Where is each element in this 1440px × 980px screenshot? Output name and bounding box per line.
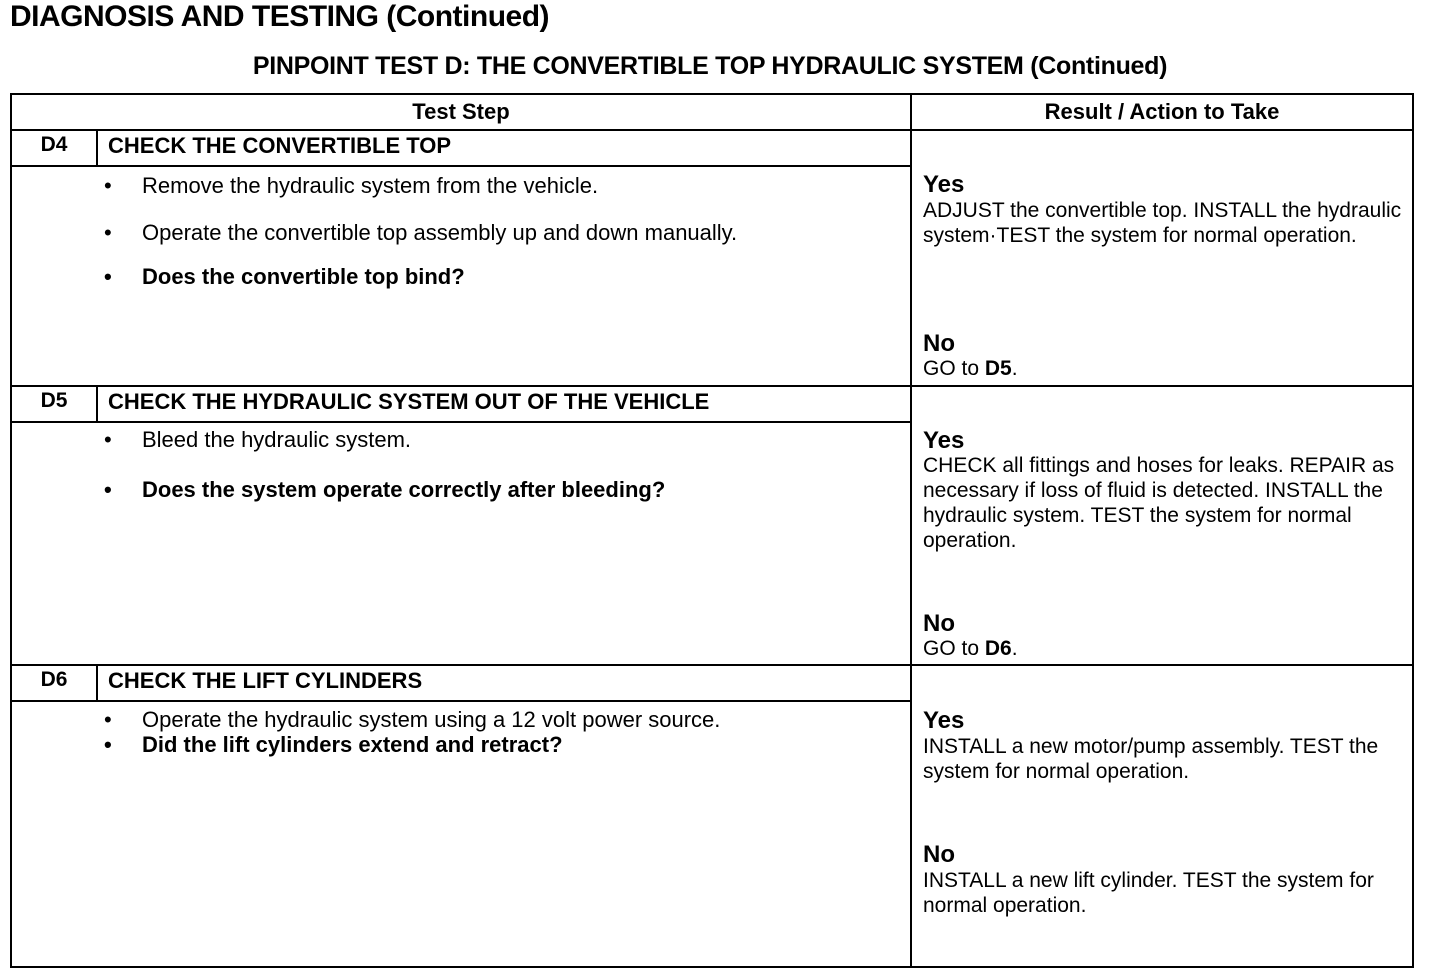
step-heading: CHECK THE CONVERTIBLE TOP <box>108 133 452 158</box>
result-yes-label: Yes <box>923 171 965 198</box>
pinpoint-test-table <box>10 93 1414 968</box>
result-no-label: No <box>923 610 955 637</box>
row-divider <box>12 664 1412 666</box>
step-id-divider <box>96 664 98 700</box>
result-no-action: GO to D5. <box>923 357 1018 380</box>
header-test-step: Test Step <box>412 99 510 124</box>
column-divider <box>910 95 912 966</box>
row-divider <box>12 385 1412 387</box>
result-no-label: No <box>923 841 955 868</box>
header-divider <box>12 129 1412 131</box>
step-bullet: • Remove the hydraulic system from the vehicle. <box>104 173 599 198</box>
step-question: • Does the system operate correctly after bleeding? <box>104 477 666 502</box>
result-no-action: GO to D6. <box>923 637 1018 660</box>
goto-step-d5: D5 <box>984 357 1012 380</box>
result-no-label: No <box>923 330 955 357</box>
step-bullet: • Bleed the hydraulic system. <box>104 427 412 452</box>
result-no-action: INSTALL a new lift cylinder. TEST the system for normal operation. <box>923 869 1374 917</box>
step-id: D6 <box>40 668 68 691</box>
step-id: D5 <box>40 389 68 412</box>
step-heading: CHECK THE LIFT CYLINDERS <box>108 668 423 693</box>
step-question: • Does the convertible top bind? <box>104 264 465 289</box>
step-id-divider <box>96 385 98 421</box>
step-heading: CHECK THE HYDRAULIC SYSTEM OUT OF THE VEHICLE <box>108 389 710 414</box>
result-yes-label: Yes <box>923 707 965 734</box>
step-id-divider <box>96 129 98 165</box>
step-bullet: • Operate the convertible top assembly up and down manually. <box>104 220 738 245</box>
page-title: DIAGNOSIS AND TESTING (Continued) <box>10 0 550 33</box>
step-heading-divider <box>12 700 910 702</box>
result-yes-action: ADJUST the convertible top. INSTALL the hydraulic system·TEST the system for normal operation. <box>923 199 1402 247</box>
result-yes-action: INSTALL a new motor/pump assembly. TEST the system for normal operation. <box>923 735 1379 783</box>
pinpoint-test-title: PINPOINT TEST D: THE CONVERTIBLE TOP HYDRAULIC SYSTEM (Continued) <box>252 52 1168 80</box>
step-heading-divider <box>12 165 910 167</box>
step-heading-divider <box>12 421 910 423</box>
step-id: D4 <box>40 133 68 156</box>
step-bullet: • Operate the hydraulic system using a 12 volt power source. <box>104 707 721 732</box>
header-result-action: Result / Action to Take <box>1044 99 1280 124</box>
goto-step-d6: D6 <box>984 637 1012 660</box>
step-question: • Did the lift cylinders extend and retract? <box>104 732 563 757</box>
result-yes-action: CHECK all fittings and hoses for leaks. REPAIR as necessary if loss of fluid is detected. INSTALL the hydraulic system. TEST the system for normal operation. <box>923 454 1395 552</box>
result-yes-label: Yes <box>923 427 965 454</box>
